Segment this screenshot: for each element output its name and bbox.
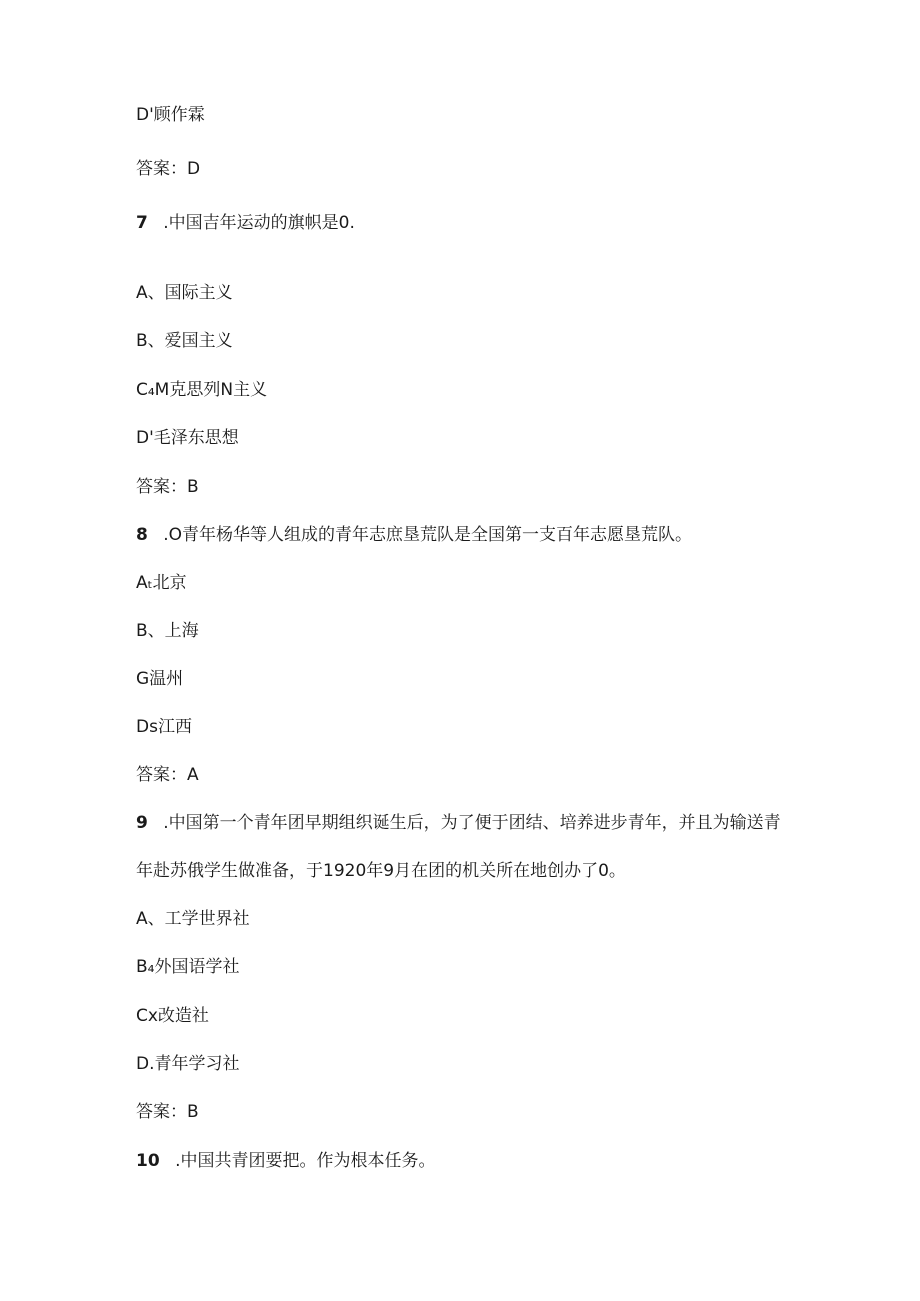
q8-option-c: G温州: [136, 669, 184, 689]
q10-stem: [136, 1151, 435, 1171]
q8-option-d: Ds江西: [136, 717, 192, 737]
q9-text-line1: .中国第一个青年团早期组织诞生后，为了便于团结、培养进步青年，并且为输送青: [163, 813, 781, 833]
q7-option-b: B、爱国主义: [136, 331, 233, 351]
q8-option-b: B、上海: [136, 621, 199, 641]
q9-stem-line1: [136, 813, 781, 833]
q9-stem-line2: 年赴苏俄学生做准备，于1920年9月在团的机关所在地创办了0。: [136, 861, 626, 881]
q8-text: .O青年杨华等人组成的青年志庶垦荒队是全国第一支百年志愿垦荒队。: [163, 525, 693, 545]
q6-option-d: D'顾作霖: [136, 105, 205, 125]
q7-stem: [136, 213, 355, 233]
q7-text: .中国吉年运动的旗帜是0.: [163, 213, 355, 233]
q8-number: 8: [136, 525, 148, 545]
q9-option-b: B₄外国语学社: [136, 957, 240, 977]
q9-answer: 答案：B: [136, 1102, 199, 1122]
q9-option-c: Cx改造社: [136, 1006, 209, 1026]
q8-answer: 答案：A: [136, 765, 199, 785]
q7-number: 7: [136, 213, 148, 233]
q10-text: .中国共青团要把。作为根本任务。: [175, 1151, 436, 1171]
q7-option-a: A、国际主义: [136, 283, 233, 303]
q7-option-c: C₄M克思列N主义: [136, 380, 268, 400]
q6-answer: 答案：D: [136, 159, 201, 179]
q7-answer: 答案：B: [136, 477, 199, 497]
q10-number: 10: [136, 1151, 160, 1171]
q9-option-a: A、工学世界社: [136, 909, 250, 929]
q9-option-d: D.青年学习社: [136, 1054, 240, 1074]
q9-number: 9: [136, 813, 148, 833]
q8-stem: [136, 525, 692, 545]
q7-option-d: D'毛泽东思想: [136, 428, 239, 448]
q8-option-a: Aₜ北京: [136, 573, 187, 593]
